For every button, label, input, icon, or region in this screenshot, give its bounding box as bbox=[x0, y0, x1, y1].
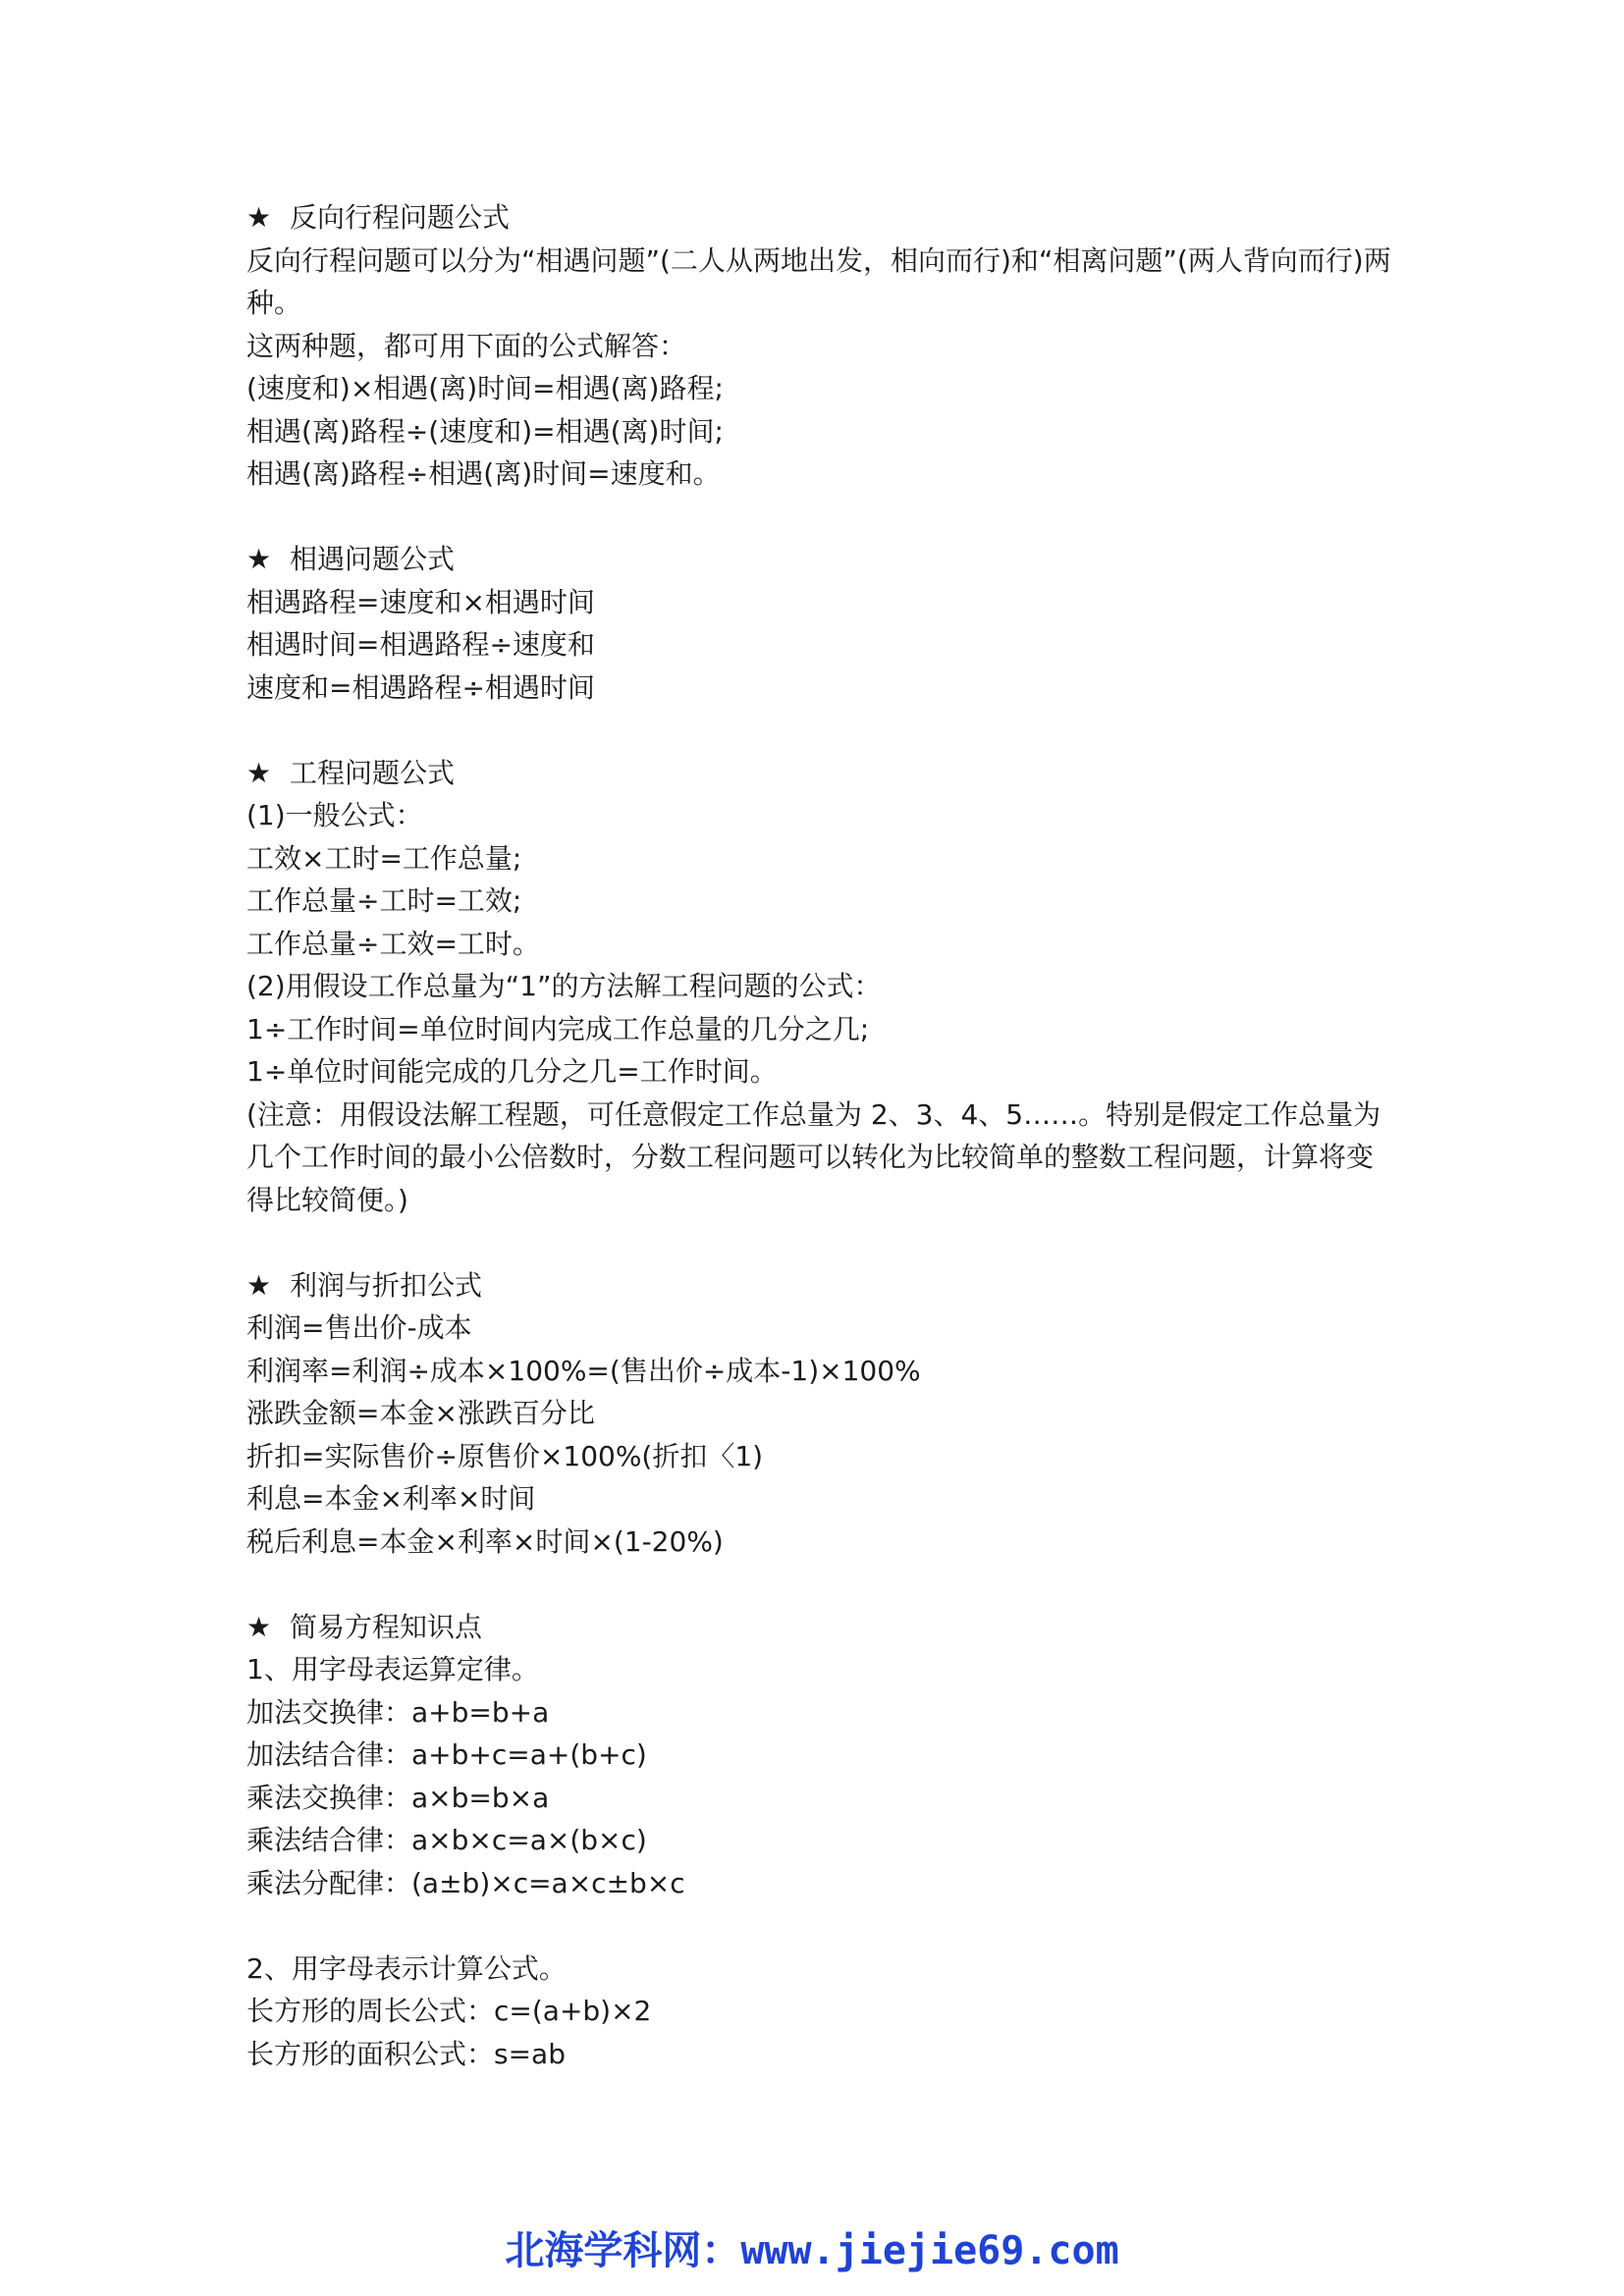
text-line: 1、用字母表运算定律。 bbox=[246, 1653, 539, 1685]
section-heading bbox=[246, 752, 1395, 795]
section-title: 相遇问题公式 bbox=[290, 543, 456, 575]
formula-line: 乘法分配律：(a±b)×c=a×c±b×c bbox=[246, 1866, 685, 1899]
formula-line: 折扣=实际售价÷原售价×100%(折扣〈1) bbox=[246, 1439, 764, 1472]
formula-line: 工作总量÷工时=工效; bbox=[246, 884, 522, 917]
paragraph: 反向行程问题可以分为“相遇问题”(二人从两地出发，相向而行)和“相离问题”(两人背向而行)两种。 bbox=[246, 243, 1391, 319]
formula-line: 工效×工时=工作总量; bbox=[246, 841, 522, 875]
text-line: (2)用假设工作总量为“1”的方法解工程问题的公式： bbox=[246, 970, 882, 1002]
star-icon: ★ bbox=[246, 756, 272, 789]
formula-line: 相遇(离)路程÷(速度和)=相遇(离)时间; bbox=[246, 414, 724, 448]
star-icon: ★ bbox=[246, 1268, 272, 1302]
formula-line: 工作总量÷工效=工时。 bbox=[246, 927, 540, 960]
section-profit-discount bbox=[246, 1264, 1395, 1564]
section-title: 简易方程知识点 bbox=[290, 1610, 483, 1643]
section-heading bbox=[246, 1264, 1395, 1308]
formula-line: 乘法交换律：a×b=b×a bbox=[246, 1781, 550, 1814]
section-title: 利润与折扣公式 bbox=[290, 1268, 483, 1302]
footer-watermark bbox=[0, 2226, 1624, 2275]
formula-line: 利润率=利润÷成本×100%=(售出价÷成本-1)×100% bbox=[246, 1354, 921, 1387]
section-simple-equations bbox=[246, 1606, 1395, 1905]
section-title: 反向行程问题公式 bbox=[290, 201, 511, 234]
section-letter-formulas bbox=[246, 1948, 1395, 2076]
formula-line: 乘法结合律：a×b×c=a×(b×c) bbox=[246, 1824, 647, 1856]
section-reverse-travel bbox=[246, 196, 1395, 496]
footer-site-name: 北海学科网： bbox=[505, 2228, 741, 2273]
star-icon: ★ bbox=[246, 1610, 272, 1643]
section-meeting bbox=[246, 538, 1395, 709]
formula-line: 相遇(离)路程÷相遇(离)时间=速度和。 bbox=[246, 457, 721, 490]
formula-line: 税后利息=本金×利率×时间×(1-20%) bbox=[246, 1524, 724, 1558]
formula-line: 速度和=相遇路程÷相遇时间 bbox=[246, 670, 595, 704]
formula-line: 加法结合律：a+b+c=a+(b+c) bbox=[246, 1738, 647, 1771]
formula-line: 加法交换律：a+b=b+a bbox=[246, 1695, 550, 1729]
document-content bbox=[246, 196, 1395, 2075]
section-engineering bbox=[246, 752, 1395, 1222]
text-line: 2、用字母表示计算公式。 bbox=[246, 1951, 567, 1985]
star-icon: ★ bbox=[246, 201, 272, 234]
formula-line: 相遇时间=相遇路程÷速度和 bbox=[246, 628, 595, 661]
section-title: 工程问题公式 bbox=[290, 756, 456, 789]
formula-line: 相遇路程=速度和×相遇时间 bbox=[246, 585, 595, 618]
section-heading bbox=[246, 538, 1395, 581]
section-heading bbox=[246, 196, 1395, 240]
formula-line: 1÷单位时间能完成的几分之几=工作时间。 bbox=[246, 1055, 778, 1088]
text-line: 这两种题，都可用下面的公式解答： bbox=[246, 329, 687, 362]
note-paragraph: (注意：用假设法解工程题，可任意假定工作总量为 2、3、4、5……。特别是假定工作总量为几个工作时间的最小公倍数时，分数工程问题可以转化为比较简单的整数工程问题，计算将变得比较简便。) bbox=[246, 1097, 1381, 1216]
section-heading bbox=[246, 1606, 1395, 1649]
formula-line: 长方形的周长公式：c=(a+b)×2 bbox=[246, 1995, 652, 2027]
formula-line: 长方形的面积公式：s=ab bbox=[246, 2037, 566, 2070]
footer-url[interactable]: www.jiejie69.com bbox=[740, 2228, 1119, 2273]
formula-line: 利润=售出价-成本 bbox=[246, 1311, 472, 1344]
formula-line: 1÷工作时间=单位时间内完成工作总量的几分之几; bbox=[246, 1012, 870, 1045]
formula-line: 利息=本金×利率×时间 bbox=[246, 1482, 536, 1515]
star-icon: ★ bbox=[246, 543, 272, 575]
text-line: (1)一般公式： bbox=[246, 799, 423, 831]
formula-line: 涨跌金额=本金×涨跌百分比 bbox=[246, 1397, 595, 1429]
formula-line: (速度和)×相遇(离)时间=相遇(离)路程; bbox=[246, 372, 724, 404]
